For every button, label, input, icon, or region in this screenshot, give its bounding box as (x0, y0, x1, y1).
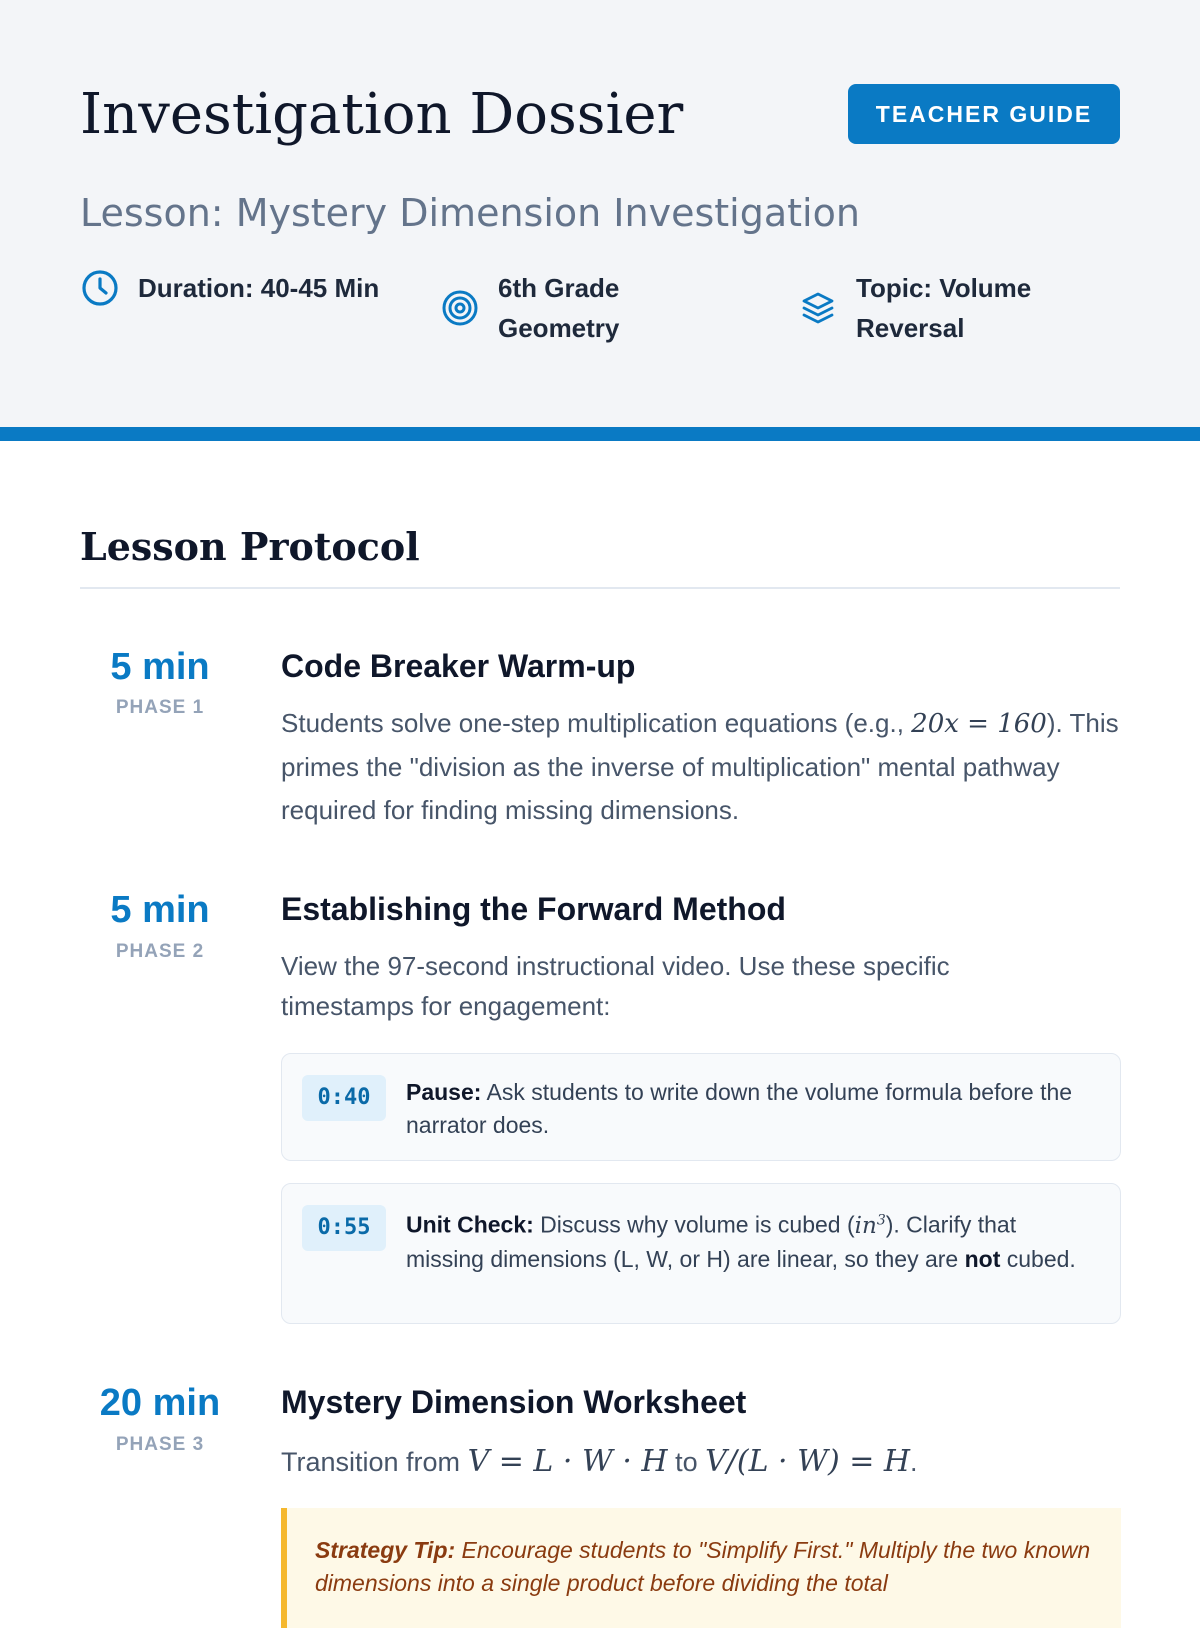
phase-1-desc-text-end: ). This primes the "division as the inverse of multiplication" mental pathway required for finding missing dimensions. (281, 708, 1119, 825)
phase-3-desc-text-end: . (910, 1447, 918, 1477)
phase-2-title: Establishing the Forward Method (281, 891, 786, 927)
volume-formula: V = L · W · H (467, 1444, 668, 1479)
unit-math-exponent: 3 (876, 1212, 886, 1228)
clock-icon (80, 268, 120, 308)
phase-3-description (281, 1440, 1121, 1484)
section-title: Lesson Protocol (80, 524, 420, 569)
page-title: Investigation Dossier (80, 82, 684, 147)
phase-2-description: View the 97-second instructional video. Use these specific timestamps for engagement: (281, 951, 950, 1021)
timestamp-note-label: Pause: (406, 1079, 482, 1105)
timestamp-note (406, 1076, 1096, 1142)
target-icon (440, 288, 480, 328)
meta-duration (80, 268, 380, 308)
header-accent-bar (0, 427, 1200, 441)
lesson-header (0, 0, 1200, 427)
timestamp-card (281, 1053, 1121, 1161)
strategy-tip-label: Strategy Tip: (315, 1537, 456, 1563)
phase-3-desc-text: Transition from (281, 1447, 468, 1477)
height-formula: V/(L · W) = H (705, 1444, 911, 1479)
phase-1-title: Code Breaker Warm-up (281, 648, 636, 684)
phase-1-time: 5 min (110, 646, 210, 688)
meta-grade-text: 6th Grade Geometry (498, 273, 620, 343)
phase-1-label: PHASE 1 (115, 697, 205, 718)
timestamp-chip[interactable]: 0:40 (302, 1075, 386, 1121)
meta-topic (798, 268, 1118, 348)
meta-duration-text: Duration: 40-45 Min (138, 273, 380, 303)
phase-2-label: PHASE 2 (115, 941, 205, 962)
layers-icon (798, 288, 838, 328)
timestamp-card (281, 1183, 1121, 1324)
phase-1-desc-text: Students solve one-step multiplication equations (e.g., (281, 708, 912, 738)
meta-grade (440, 268, 660, 348)
timestamp-note-emphasis: not (964, 1245, 1001, 1272)
phase-2-time: 5 min (110, 889, 210, 931)
phase-3-label: PHASE 3 (115, 1434, 205, 1455)
timestamp-note-label: Unit Check: (406, 1211, 534, 1238)
section-divider (80, 587, 1120, 589)
unit-math (855, 1213, 886, 1239)
phase-3-desc-text-mid: to (667, 1447, 706, 1477)
phase-3-time: 20 min (99, 1382, 221, 1424)
timestamp-note (406, 1204, 1096, 1276)
timestamp-note-text-mid: ). Clarify that missing dimensions (L, W, or H) are linear, so they are (406, 1211, 1017, 1272)
strategy-tip-text (315, 1534, 1105, 1600)
strategy-tip-body: Encourage students to "Simplify First." Multiply the two known dimensions into a single product before dividing the total (315, 1537, 1091, 1596)
lesson-subtitle: Lesson: Mystery Dimension Investigation (80, 191, 860, 235)
phase-1-equation: 20x = 160 (911, 709, 1047, 739)
meta-topic-text: Topic: Volume Reversal (856, 273, 1032, 343)
timestamp-note-text: Discuss why volume is cubed ( (533, 1211, 855, 1238)
unit-math-base: in (854, 1212, 877, 1239)
phase-1-description (281, 702, 1121, 832)
teacher-guide-button[interactable]: TEACHER GUIDE (848, 84, 1120, 144)
timestamp-chip[interactable]: 0:55 (302, 1205, 386, 1251)
timestamp-note-text-end: cubed. (1000, 1245, 1076, 1272)
timestamp-note-text: Ask students to write down the volume formula before the narrator does. (406, 1079, 1073, 1138)
phase-3-title: Mystery Dimension Worksheet (281, 1384, 747, 1420)
strategy-tip-callout (281, 1508, 1121, 1628)
